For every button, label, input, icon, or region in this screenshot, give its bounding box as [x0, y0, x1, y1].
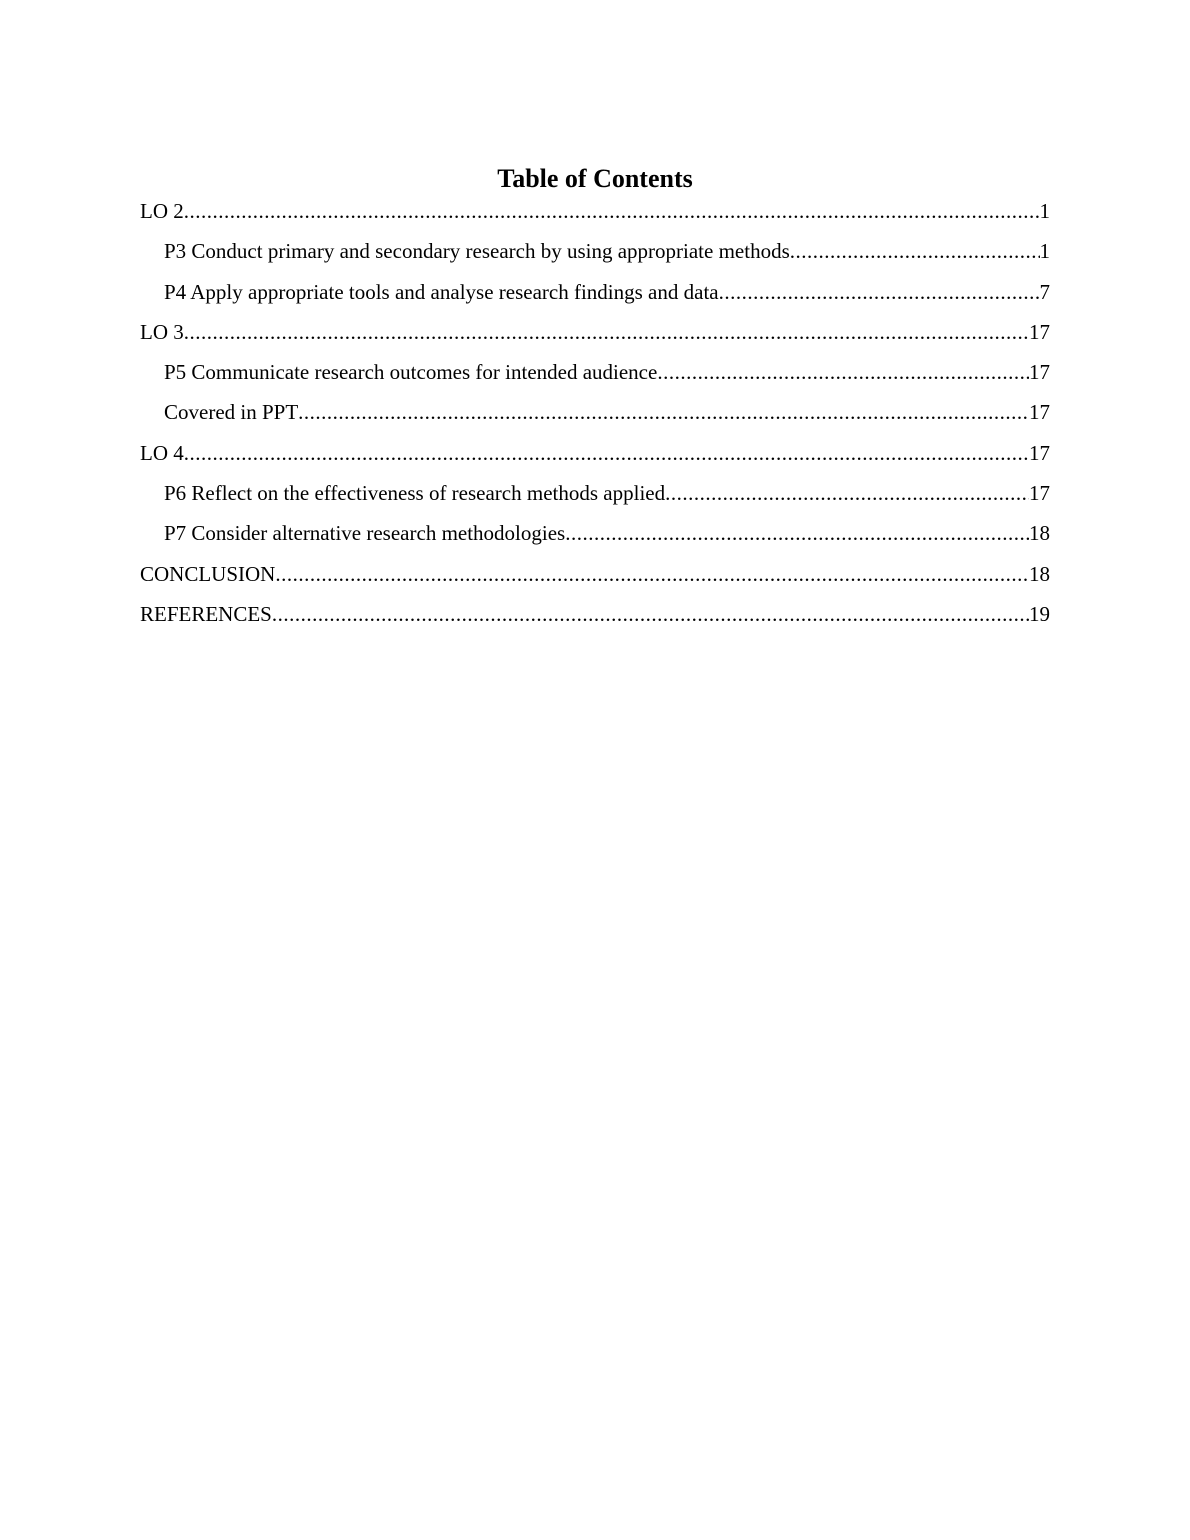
toc-entry-conclusion[interactable]: [140, 556, 1050, 596]
toc-page-number: 17: [1029, 360, 1050, 385]
toc-entry-p5[interactable]: [140, 354, 1050, 394]
toc-page-number: 1: [1039, 199, 1050, 223]
toc-entry-p7[interactable]: [140, 515, 1050, 555]
toc-entry-text: P6 Reflect on the effectiveness of research methods applied: [164, 481, 666, 506]
toc-entry-p6[interactable]: [140, 475, 1050, 515]
toc-dot-leader: [790, 233, 1040, 269]
toc-page-number: 17: [1029, 481, 1050, 506]
toc-entry-lo2[interactable]: [140, 193, 1050, 233]
toc-entry-text: LO 2: [140, 199, 184, 223]
toc-page-number: 17: [1029, 319, 1050, 344]
toc-dot-leader: [298, 394, 1029, 430]
toc-entry-text: P5 Communicate research outcomes for intended audience: [164, 360, 658, 385]
toc-page-number: 18: [1029, 521, 1050, 546]
toc-dot-leader: [272, 596, 1029, 632]
toc-list: [140, 193, 1050, 636]
toc-entry-p3[interactable]: [140, 233, 1050, 273]
toc-page-number: 17: [1029, 400, 1050, 425]
toc-page-number: 18: [1029, 561, 1050, 586]
toc-entry-text: P4 Apply appropriate tools and analyse research findings and data: [164, 279, 719, 304]
toc-dot-leader: [184, 314, 1029, 350]
toc-entry-lo4[interactable]: [140, 435, 1050, 475]
toc-dot-leader: [665, 475, 1029, 511]
toc-entry-text: REFERENCES: [140, 601, 272, 626]
toc-title: Table of Contents: [497, 164, 693, 193]
toc-page-number: 1: [1039, 239, 1050, 264]
toc-entry-text: Covered in PPT: [164, 400, 299, 425]
toc-entry-text: CONCLUSION: [140, 561, 276, 586]
toc-page-number: 7: [1039, 279, 1050, 304]
toc-entry-covered-in-ppt[interactable]: [140, 394, 1050, 434]
toc-dot-leader: [275, 556, 1029, 592]
toc-page-number: 17: [1029, 440, 1050, 465]
toc-dot-leader: [657, 354, 1029, 390]
toc-page-number: 19: [1029, 601, 1050, 626]
toc-entry-references[interactable]: [140, 596, 1050, 636]
toc-entry-text: P3 Conduct primary and secondary research by using appropriate methods: [164, 239, 790, 264]
toc-entry-text: LO 3: [140, 319, 184, 344]
toc-dot-leader: [719, 274, 1040, 310]
toc-entry-text: LO 4: [140, 440, 184, 465]
toc-dot-leader: [184, 435, 1029, 471]
toc-entry-lo3[interactable]: [140, 314, 1050, 354]
toc-entry-p4[interactable]: [140, 274, 1050, 314]
toc-entry-text: P7 Consider alternative research methodologies: [164, 521, 566, 546]
toc-dot-leader: [184, 193, 1040, 229]
toc-dot-leader: [565, 515, 1029, 551]
